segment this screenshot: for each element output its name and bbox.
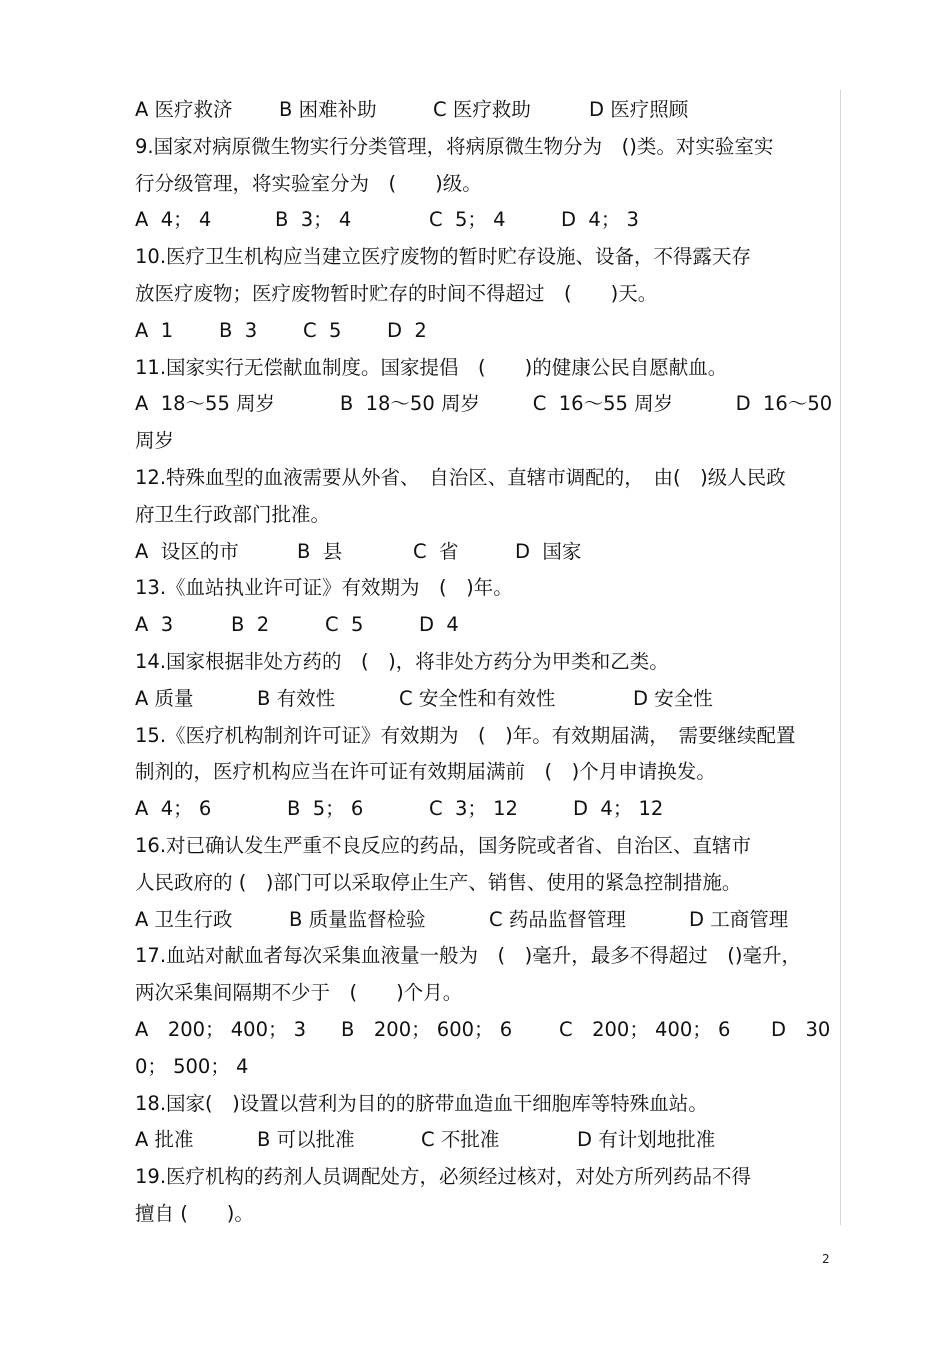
answer-option: D 30 (771, 1017, 831, 1041)
answer-option: B 200； 600； 6 (341, 1017, 513, 1041)
answer-option: A 3 (135, 613, 174, 637)
answer-option: B 质量监督检验 (289, 907, 426, 931)
question-text-line: 制剂的，医疗机构应当在许可证有效期届满前 ( )个月申请换发。 (135, 760, 716, 784)
answer-option: B 5； 6 (287, 797, 364, 821)
answer-option: D 工商管理 (689, 907, 789, 931)
answer-options (135, 92, 845, 129)
question-text-line: 11.国家实行无偿献血制度。国家提倡 ( )的健康公民自愿献血。 (135, 355, 728, 379)
question-text-line: 周岁 (135, 429, 175, 453)
answer-options (135, 202, 845, 239)
answer-option: A 医疗救济 (135, 98, 233, 121)
answer-option: D 医疗照顾 (589, 98, 689, 121)
question-text-line: 17.血站对献血者每次采集血液量一般为 ( )毫升，最多不得超过 ()毫升， (135, 944, 801, 968)
answer-option: B 县 (297, 539, 343, 563)
answer-options (135, 386, 845, 423)
answer-option: A 质量 (135, 686, 194, 710)
answer-option: A 200； 400； 3 (135, 1017, 307, 1041)
question-text-line: 19.医疗机构的药剂人员调配处方，必须经过核对，对处方所列药品不得 (135, 1165, 752, 1189)
question-text-line: 两次采集间隔期不少于 ( )个月。 (135, 981, 463, 1005)
answer-option: D 4； 3 (561, 208, 639, 232)
answer-options (135, 791, 845, 828)
document-body (135, 92, 845, 1233)
answer-option: C 16～55 周岁 (532, 392, 674, 416)
answer-options (135, 1122, 845, 1159)
answer-option: A 批准 (135, 1128, 194, 1152)
question-text-line: 12.特殊血型的血液需要从外省、 自治区、直辖市调配的， 由( )级人民政 (135, 465, 786, 489)
answer-option: D 2 (387, 318, 427, 342)
question-text-line: 府卫生行政部门批准。 (135, 502, 331, 526)
answer-option: B 困难补助 (279, 98, 377, 121)
question-text-line: 擅自 ( )。 (135, 1201, 254, 1225)
answer-option: A 4； 6 (135, 797, 212, 821)
answer-option: A 1 (135, 318, 174, 342)
answer-option: B 2 (231, 613, 270, 637)
answer-option: D 安全性 (633, 686, 713, 710)
answer-option: C 3； 12 (429, 797, 518, 821)
answer-option: B 3 (219, 318, 258, 342)
question-text-line: 16.对已确认发生严重不良反应的药品，国务院或者省、自治区、直辖市 (135, 833, 752, 857)
answer-option: C 省 (413, 539, 459, 563)
question-text-line: 14.国家根据非处方药的 ( )，将非处方药分为甲类和乙类。 (135, 649, 669, 673)
answer-option: D 4； 12 (573, 797, 664, 821)
answer-options (135, 607, 845, 644)
answer-option: C 不批准 (421, 1128, 500, 1152)
answer-option: D 国家 (515, 539, 582, 563)
question-text-line: 10.医疗卫生机构应当建立医疗废物的暂时贮存设施、设备，不得露天存 (135, 245, 752, 269)
answer-options (135, 681, 845, 718)
question-text-line: 18.国家( )设置以营利为目的的脐带血造血干细胞库等特殊血站。 (135, 1091, 708, 1115)
question-text-line: 15.《医疗机构制剂许可证》有效期为 ( )年。有效期届满， 需要继续配置 (135, 723, 796, 747)
answer-option: C 5 (303, 318, 342, 342)
answer-option: A 设区的市 (135, 539, 239, 563)
answer-option: C 医疗救助 (433, 98, 531, 121)
page-number: 2 (822, 1252, 830, 1266)
answer-option: A 18～55 周岁 (135, 392, 276, 416)
answer-options (135, 313, 845, 350)
answer-options (135, 902, 845, 939)
question-text-line: 0； 500； 4 (135, 1054, 249, 1078)
answer-options (135, 1012, 845, 1049)
question-text-line: 13.《血站执业许可证》有效期为 ( )年。 (135, 576, 513, 600)
answer-option: C 5 (325, 613, 364, 637)
answer-option: D 有计划地批准 (577, 1128, 716, 1152)
question-text-line: 9.国家对病原微生物实行分类管理，将病原微生物分为 ()类。对实验室实 (135, 134, 774, 158)
answer-option: B 18～50 周岁 (339, 392, 480, 416)
question-text-line: 行分级管理，将实验室分为 ( )级。 (135, 171, 482, 195)
answer-option: C 安全性和有效性 (399, 686, 556, 710)
answer-option: C 药品监督管理 (489, 907, 626, 931)
answer-option: B 可以批准 (257, 1128, 355, 1152)
answer-option: A 4； 4 (135, 208, 212, 232)
answer-option: B 有效性 (257, 686, 336, 710)
answer-option: D 16～50 (735, 392, 833, 416)
question-text-line: 放医疗废物；医疗废物暂时贮存的时间不得超过 ( )天。 (135, 281, 658, 305)
answer-option: A 卫生行政 (135, 907, 233, 931)
answer-options (135, 534, 845, 571)
answer-option: B 3； 4 (275, 208, 352, 232)
answer-option: D 4 (419, 613, 459, 637)
question-text-line: 人民政府的 ( )部门可以采取停止生产、销售、使用的紧急控制措施。 (135, 870, 742, 894)
answer-option: C 5； 4 (429, 208, 506, 232)
answer-option: C 200； 400； 6 (559, 1017, 731, 1041)
